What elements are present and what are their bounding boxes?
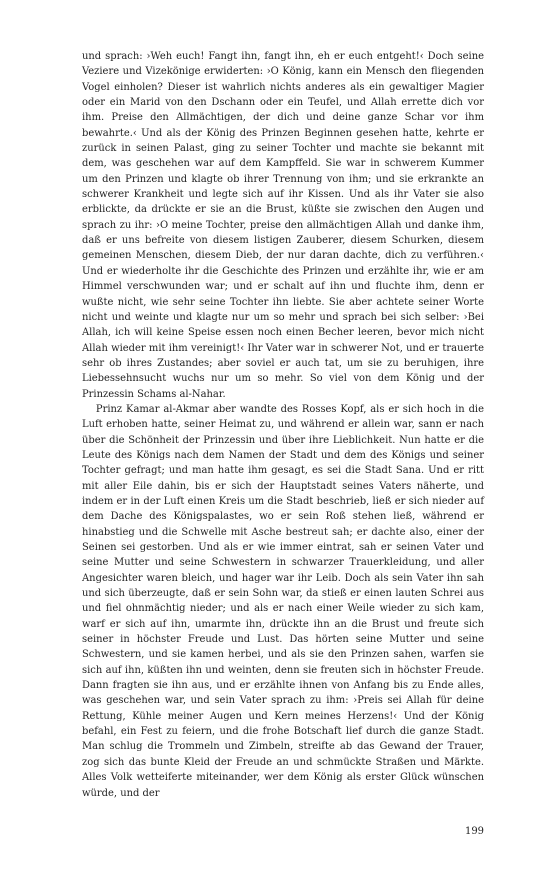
paragraph-1: und sprach: ›Weh euch! Fangt ihn, fangt ihn, eh er euch entgeht!‹ Doch seine Veziere und Vizekönige erwiderten: ›O König, kann ein Mensch den fliegenden Vogel einholen? Dieser ist wahrlich nichts anderes als ein gewaltiger Magier oder ein Marid von den Dschann oder ein Teufel, und Allah errette dich vor ihm. Preise den Allmächtigen, der dich und deine ganze Schar vor ihm bewahrte.‹ Und als der König des Prinzen Beginnen gesehen hatte, kehrte er zurück in seinen Palast, ging zu seiner Tochter und machte sie bekannt mit dem, was geschehen war auf dem Kampffeld. Sie war in schwerem Kummer um den Prinzen und klagte ob ihrer Trennung von ihm; und sie erkrankte an schwerer Krankheit und legte sich auf ihr Kissen. Und als ihr Vater sie also erblickte, da drückte er sie an die Brust, küßte sie zwischen den Augen und sprach zu ihr: ›O meine Tochter, preise den allmächtigen Allah und danke ihm, daß er uns befreite von diesem listigen Zauberer, diesem Schurken, diesem gemeinen Menschen, diesem Dieb, der nur daran dachte, dich zu verführen.‹ Und er wiederholte ihr die Geschichte des Prinzen und erzählte ihr, wie er am Himmel verschwunden war; und er schalt auf ihn und fluchte ihm, denn er wußte nicht, wie sehr seine Tochter ihn liebte. Sie aber achtete seiner Worte nicht und weinte und klagte nur um so mehr und sprach bei sich selber: ›Bei Allah, ich will keine Speise essen noch einen Becher leeren, bevor mich nicht Allah wieder mit ihm vereinigt!‹ Ihr Vater war in schwerer Not, und er trauerte sehr ob ihres Zustandes; aber soviel er auch tat, um sie zu beruhigen, ihre Liebessehnsucht wuchs nur um so mehr. So viel von dem König und der Prinzessin Schams al-Nahar. <box>82 51 484 400</box>
page-text-block <box>82 49 484 801</box>
page-number: 199 <box>465 826 484 837</box>
paragraph-2: Prinz Kamar al-Akmar aber wandte des Rosses Kopf, als er sich hoch in die Luft erhoben hatte, seiner Heimat zu, und während er allein war, sann er nach über die Schönheit der Prinzessin und über ihre Lieblichkeit. Nun hatte er die Leute des Königs nach dem Namen der Stadt und dem des Königs und seiner Tochter gefragt; und man hatte ihm gesagt, es sei die Stadt Sana. Und er ritt mit aller Eile dahin, bis er sich der Hauptstadt seines Vaters näherte, und indem er in der Luft einen Kreis um die Stadt beschrieb, ließ er sich nieder auf dem Dache des Königspalastes, wo er sein Roß stehen ließ, während er hinabstieg und die Schwelle mit Asche bestreut sah; er dachte also, einer der Seinen sei gestorben. Und als er wie immer eintrat, sah er seinen Vater und seine Mutter und seine Schwestern in schwarzer Trauerkleidung, und aller Angesichter waren bleich, und hager war ihr Leib. Doch als sein Vater ihn sah und sich überzeugte, daß er sein Sohn war, da stieß er einen lauten Schrei aus und fiel ohnmächtig nieder; und als er nach einer Weile wieder zu sich kam, warf er sich auf ihn, umarmte ihn, drückte ihn an die Brust und freute sich seiner in höchster Freude und Lust. Das hörten seine Mutter und seine Schwestern, und sie kamen herbei, und als sie den Prinzen sahen, warfen sie sich auf ihn, küßten ihn und weinten, denn sie freuten sich in höchster Freude. Dann fragten sie ihn aus, und er erzählte ihnen von Anfang bis zu Ende alles, was geschehen war, und sein Vater sprach zu ihm: ›Preis sei Allah für deine Rettung, Kühle meiner Augen und Kern meines Herzens!‹ Und der König befahl, ein Fest zu feiern, und die frohe Botschaft lief durch die ganze Stadt. Man schlug die Trommeln und Zimbeln, streifte ab das Gewand der Trauer, zog sich das bunte Kleid der Freude an und schmückte Straßen und Märkte. Alles Volk wetteiferte miteinander, wer dem König als erster Glück wünschen würde, und der <box>82 403 484 799</box>
